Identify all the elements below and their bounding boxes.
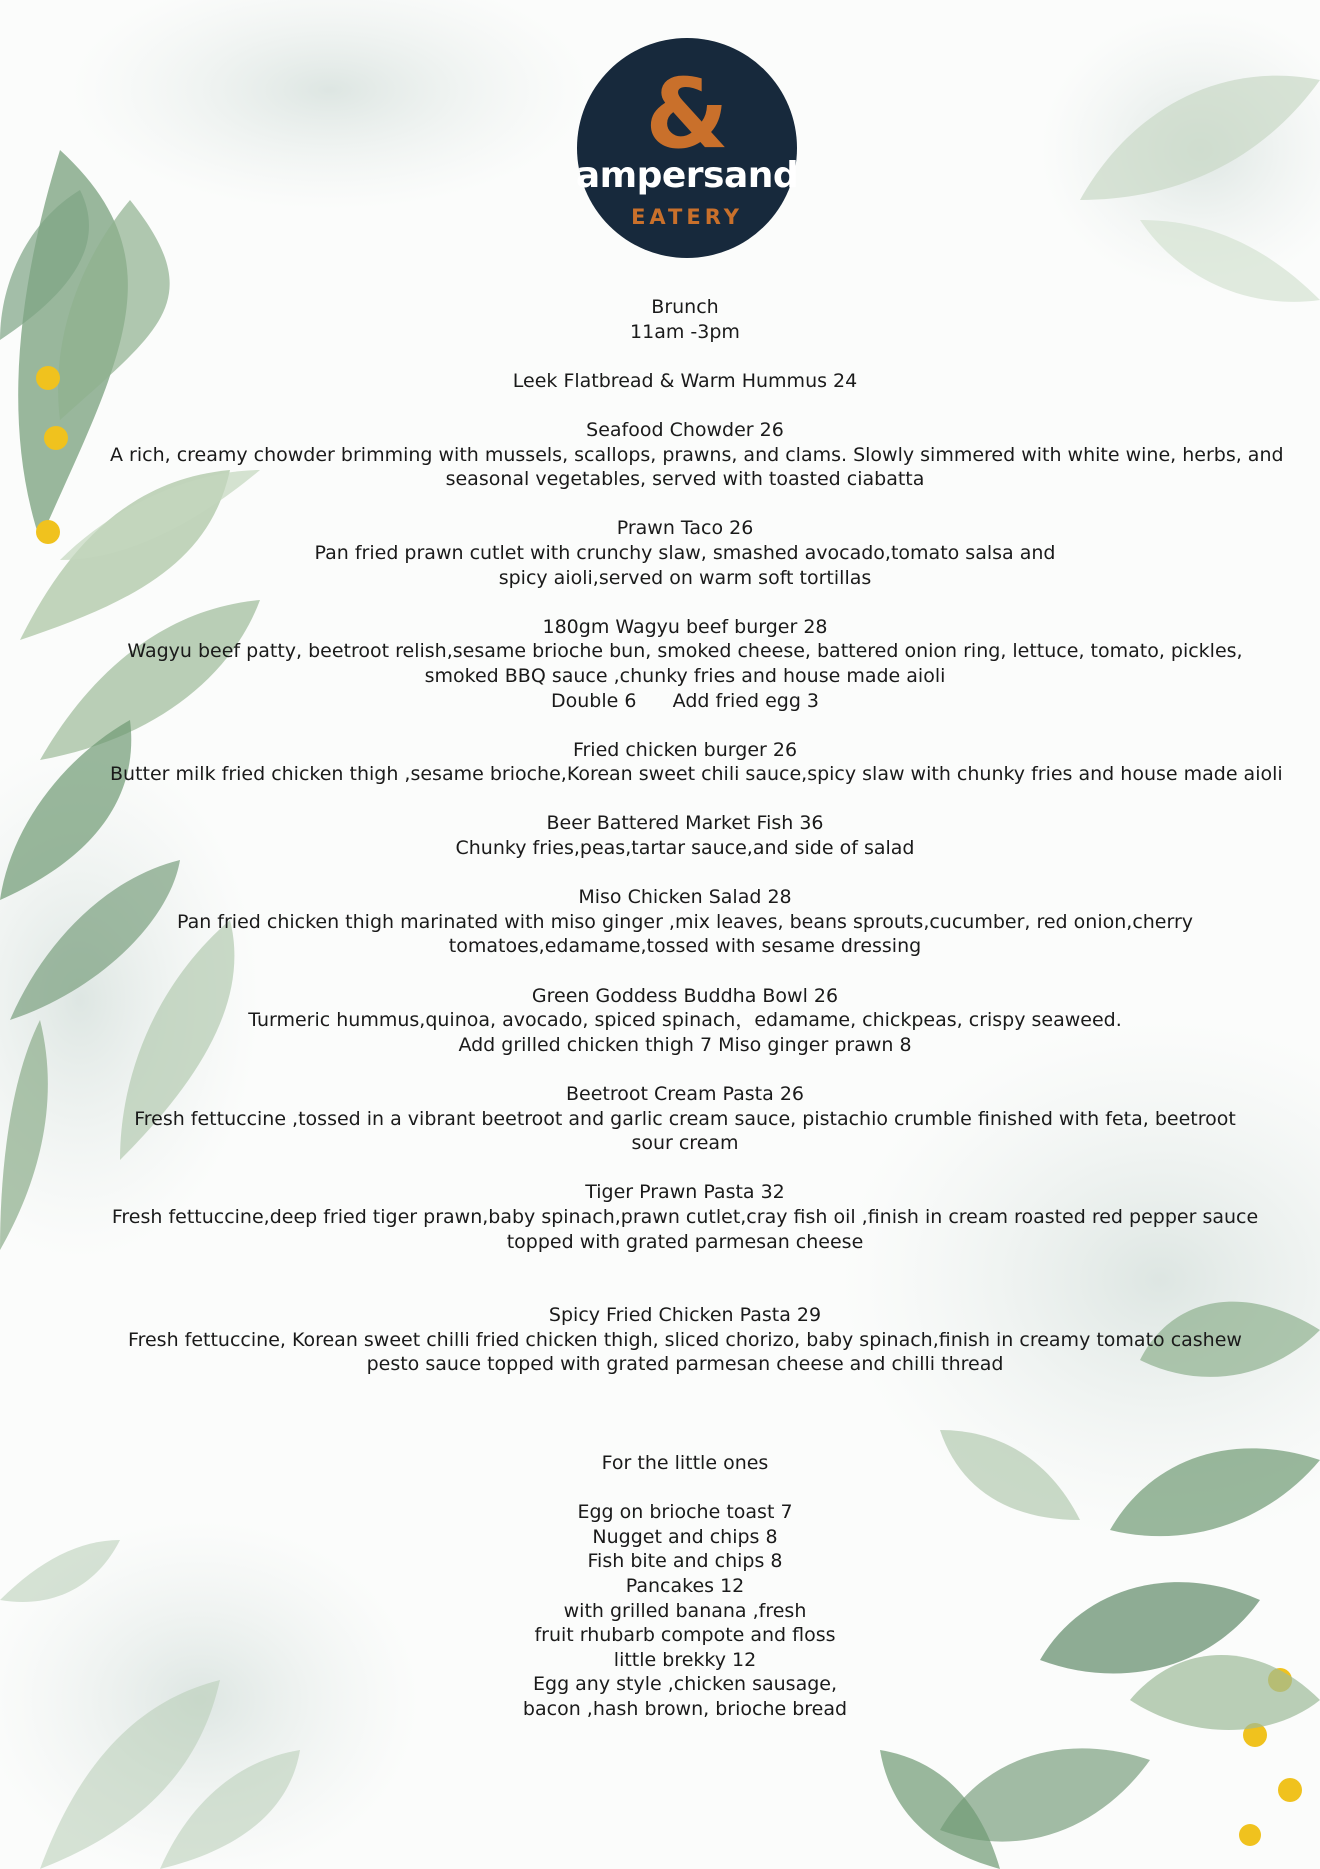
menu-item [110,885,1260,959]
menu-item-name: Miso Chicken Salad 28 [578,886,792,909]
menu-item-name: Seafood Chowder 26 [586,418,784,441]
menu-title: Brunch [651,296,719,318]
menu-item-desc: Add grilled chicken thigh 7 Miso ginger prawn 8 [458,1033,912,1056]
menu-item-desc: topped with grated parmesan cheese [506,1230,864,1253]
menu-item-desc: Fresh fettuccine ,tossed in a vibrant beetroot and garlic cream sauce, pistachio crumble finished with feta, beetroot [134,1107,1236,1130]
menu-item-name: Leek Flatbread & Warm Hummus 24 [512,369,858,392]
menu-item-name: Tiger Prawn Pasta 32 [585,1181,785,1204]
menu-item-desc: spicy aioli,served on warm soft tortillas [498,566,872,589]
kids-section [110,1451,1260,1722]
menu-item-name: Prawn Taco 26 [616,517,754,540]
menu-item-desc: Fresh fettuccine, Korean sweet chilli fried chicken thigh, sliced chorizo, baby spinach,finish in creamy tomato cashew [128,1328,1242,1351]
kids-item-desc: with grilled banana ,fresh [563,1599,807,1622]
menu-item [110,984,1260,1058]
kids-title: For the little ones [601,1451,769,1474]
brunch-menu [110,295,1284,1721]
menu-item-desc: pesto sauce topped with grated parmesan cheese and chilli thread [366,1353,1004,1376]
ampersand-eatery-logo [577,38,797,258]
menu-item-extras: Double 6 Add fried egg 3 [550,689,820,712]
menu-item [110,369,1260,394]
menu-item-desc: seasonal vegetables, served with toasted ciabatta [445,468,925,491]
menu-item-desc: Turmeric hummus,quinoa, avocado, spiced spinach，edamame, chickpeas, crispy seaweed. [248,1009,1122,1032]
menu-item-desc: tomatoes,edamame,tossed with sesame dressing [448,935,922,958]
menu-item-desc: Wagyu beef patty, beetroot relish,sesame brioche bun, smoked cheese, battered onion ring, lettuce, tomato, pickles, [127,640,1243,663]
kids-item-desc: bacon ,hash brown, brioche bread [522,1697,848,1720]
menu-item-desc: Pan fried prawn cutlet with crunchy slaw, smashed avocado,tomato salsa and [314,541,1056,564]
kids-item-desc: Egg any style ,chicken sausage, [533,1673,837,1696]
menu-item-name: Green Goddess Buddha Bowl 26 [531,984,839,1007]
menu-item-name: Fried chicken burger 26 [572,738,798,761]
menu-item [110,615,1260,713]
menu-item-desc: Butter milk fried chicken thigh ,sesame brioche,Korean sweet chili sauce,spicy slaw with chunky fries and house made aioli [110,763,1283,786]
kids-item: Pancakes 12 [625,1574,745,1597]
kids-item-desc: fruit rhubarb compote and floss [534,1624,836,1647]
menu-item-desc: Pan fried chicken thigh marinated with miso ginger ,mix leaves, beans sprouts,cucumber, red onion,cherry [176,910,1194,933]
menu-item [110,1303,1260,1377]
kids-item: Fish bite and chips 8 [587,1550,783,1573]
menu-item [110,738,1283,787]
menu-item-name: Spicy Fried Chicken Pasta 29 [548,1304,822,1327]
menu-hours: 11am -3pm [630,320,740,343]
logo-name: ampersand [575,155,799,196]
kids-item: Nugget and chips 8 [592,1525,778,1548]
menu-item-desc: smoked BBQ sauce ,chunky fries and house made aioli [424,664,946,687]
kids-item: Egg on brioche toast 7 [577,1501,793,1524]
menu-item-desc: A rich, creamy chowder brimming with mussels, scallops, prawns, and clams. Slowly simmered with white wine, herbs, and [110,443,1284,466]
menu-item [110,1180,1260,1254]
menu-item [110,516,1260,590]
menu-item-name: Beetroot Cream Pasta 26 [566,1083,804,1105]
menu-item [110,811,1260,860]
kids-item: little brekky 12 [613,1648,757,1671]
menu-item-name: 180gm Wagyu beef burger 28 [542,615,828,638]
menu-item-name: Beer Battered Market Fish 36 [546,812,824,835]
logo-subtitle: EATERY [631,205,743,229]
menu-item [110,418,1284,492]
logo-ampersand-symbol: & [645,58,729,170]
menu-item-desc: sour cream [631,1132,739,1155]
menu-item-desc: Fresh fettuccine,deep fried tiger prawn,baby spinach,prawn cutlet,cray fish oil ,finish in cream roasted red pepper sauce [111,1205,1259,1228]
menu-item [110,1082,1260,1156]
menu-item-desc: Chunky fries,peas,tartar sauce,and side of salad [455,837,915,860]
